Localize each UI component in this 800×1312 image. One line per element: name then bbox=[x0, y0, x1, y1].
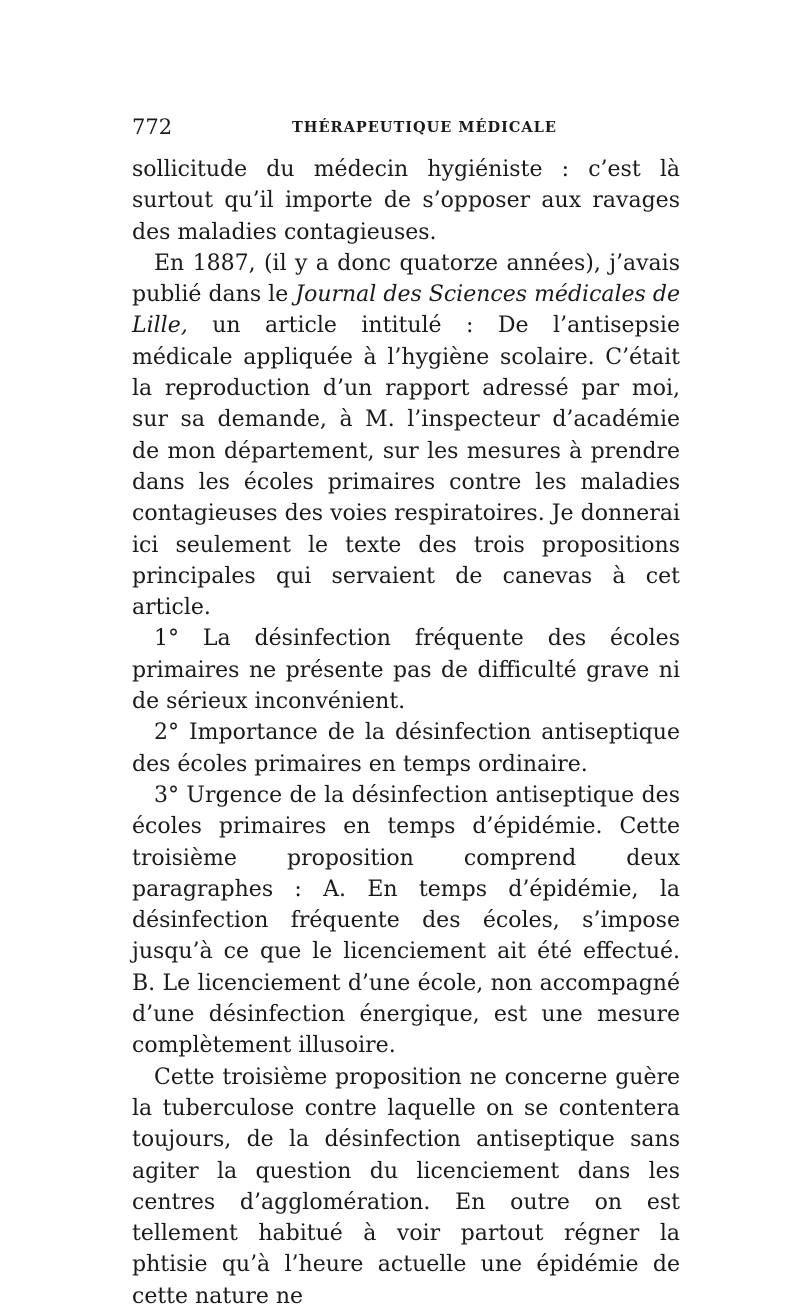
paragraph-tuberculose: Cette troisième proposition ne concerne guère la tuberculose contre laquelle on se contentera toujours, de la désinfection antiseptique sans agiter la question du licenciement dans les centres d’agglomération. En outre on est tellement habitué à voir partout régner la phtisie qu’à l’heure actuelle une épidémie de cette nature ne bbox=[132, 1064, 680, 1309]
proposition-2: 2° Importance de la désinfection antiseptique des écoles primaires en temps ordinaire. bbox=[132, 720, 680, 777]
book-page bbox=[132, 112, 680, 1312]
page-number: 772 bbox=[132, 115, 173, 139]
proposition-3: 3° Urgence de la désinfection antiseptique des écoles primaires en temps d’épidémie. Cette troisième proposition comprend deux paragraphes : A. En temps d’épidémie, la désinfection fréquente des écoles, s’impose jusqu’à ce que le licenciement ait été effectué. B. Le licenciement d’une école, non accompagné d’une désinfection énergique, est une mesure complètement illusoire. bbox=[132, 782, 680, 1059]
paragraph-after-journal: un article intitulé : De l’antisepsie médicale appliquée à l’hygiène scolaire. C’était la reproduction d’un rapport adressé par moi, sur sa demande, à M. l’inspecteur d’académie de mon département, sur les mesures à prendre dans les écoles primaires contre les maladies contagieuses des voies respiratoires. Je donnerai ici seulement le texte des trois propositions principales qui servaient de canevas à cet article. bbox=[132, 313, 680, 621]
paragraph-continuation: sollicitude du médecin hygiéniste : c’est là surtout qu’il importe de s’opposer aux ravages des maladies contagieuses. bbox=[132, 157, 680, 245]
running-head bbox=[132, 112, 680, 142]
paragraph-before-journal: En 1887, (il y a donc quatorze années), j’avais publié dans le bbox=[132, 250, 680, 308]
journal-title: Journal des Sciences médicales de Lille, bbox=[132, 282, 680, 339]
running-title: THÉRAPEUTIQUE MÉDICALE bbox=[292, 119, 557, 136]
body-text bbox=[132, 154, 680, 1312]
paragraph-1887-publication bbox=[132, 248, 680, 624]
proposition-1: 1° La désinfection fréquente des écoles primaires ne présente pas de difficulté grave ni de sérieux inconvénient. bbox=[132, 626, 680, 715]
